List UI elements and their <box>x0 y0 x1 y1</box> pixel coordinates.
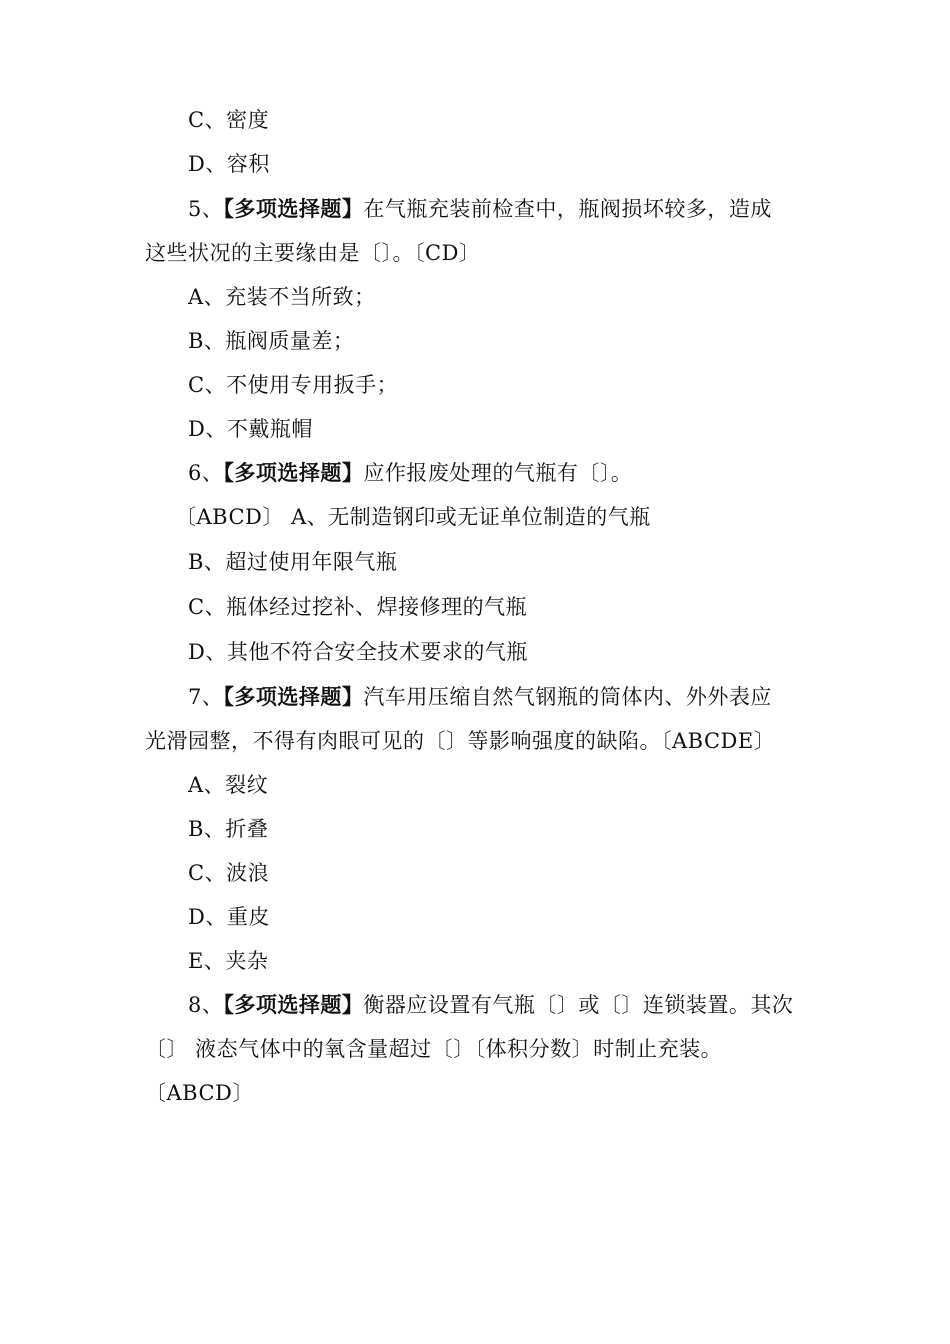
option-text: C、密度 <box>188 108 270 132</box>
option-text: C、不使用专用扳手； <box>188 373 399 397</box>
question-line <box>188 460 632 486</box>
option-text: E、夹杂 <box>188 949 269 973</box>
question-text: 汽车用压缩自然气钢瓶的筒体内、外外表应 <box>363 685 772 709</box>
question-continuation <box>145 1036 722 1062</box>
answer-text: 〔ABCD〕 <box>145 1081 254 1105</box>
option-line <box>188 860 269 886</box>
question-continuation <box>175 504 651 530</box>
option-line <box>188 416 313 442</box>
option-text: C、波浪 <box>188 861 270 885</box>
option-line <box>188 816 268 842</box>
question-text: 光滑园整，不得有肉眼可见的〔〕等影响强度的缺陷。〔ABCDE〕 <box>145 729 776 753</box>
option-text: A、裂纹 <box>188 773 269 797</box>
option-line <box>188 639 528 665</box>
option-text: C、瓶体经过挖补、焊接修理的气瓶 <box>188 595 528 619</box>
option-text: D、其他不符合安全技术要求的气瓶 <box>188 640 528 664</box>
question-number: 8、 <box>188 993 224 1017</box>
question-text: 在气瓶充装前检查中，瓶阀损坏较多，造成 <box>363 197 772 221</box>
option-text: B、超过使用年限气瓶 <box>188 550 398 574</box>
option-line <box>188 284 376 310</box>
question-text: 〔ABCD〕 A、无制造钢印或无证单位制造的气瓶 <box>175 505 651 529</box>
option-line <box>188 904 270 930</box>
question-continuation <box>145 728 775 754</box>
question-continuation <box>145 240 480 266</box>
question-type-tag: 【多项选择题】 <box>223 684 364 709</box>
question-type-tag: 【多项选择题】 <box>223 992 364 1017</box>
option-line <box>188 948 268 974</box>
option-text: A、充装不当所致； <box>188 285 376 309</box>
option-line <box>188 772 268 798</box>
question-number: 7、 <box>188 685 224 709</box>
option-text: D、重皮 <box>188 905 270 929</box>
question-line <box>188 684 772 710</box>
question-text: 衡器应设置有气瓶〔〕或〔〕连锁装置。其次 <box>363 993 794 1017</box>
option-line <box>188 549 397 575</box>
option-text: D、容积 <box>188 152 270 176</box>
option-text: D、不戴瓶帽 <box>188 417 313 441</box>
question-text: 应作报废处理的气瓶有〔〕。 <box>363 461 633 485</box>
question-type-tag: 【多项选择题】 <box>223 460 364 485</box>
option-line <box>188 107 269 133</box>
question-line <box>188 992 793 1018</box>
question-line <box>188 196 772 222</box>
answer-line <box>145 1080 254 1106</box>
question-number: 5、 <box>188 197 224 221</box>
option-line <box>188 372 398 398</box>
option-text: B、折叠 <box>188 817 269 841</box>
option-line <box>188 151 270 177</box>
question-text: 〔〕 液态气体中的氧含量超过〔〕〔体积分数〕时制止充装。 <box>145 1037 723 1061</box>
question-text: 这些状况的主要缘由是〔〕。〔CD〕 <box>145 241 481 265</box>
question-number: 6、 <box>188 461 224 485</box>
option-text: B、瓶阀质量差； <box>188 329 355 353</box>
option-line <box>188 328 354 354</box>
option-line <box>188 594 527 620</box>
question-type-tag: 【多项选择题】 <box>223 196 364 221</box>
